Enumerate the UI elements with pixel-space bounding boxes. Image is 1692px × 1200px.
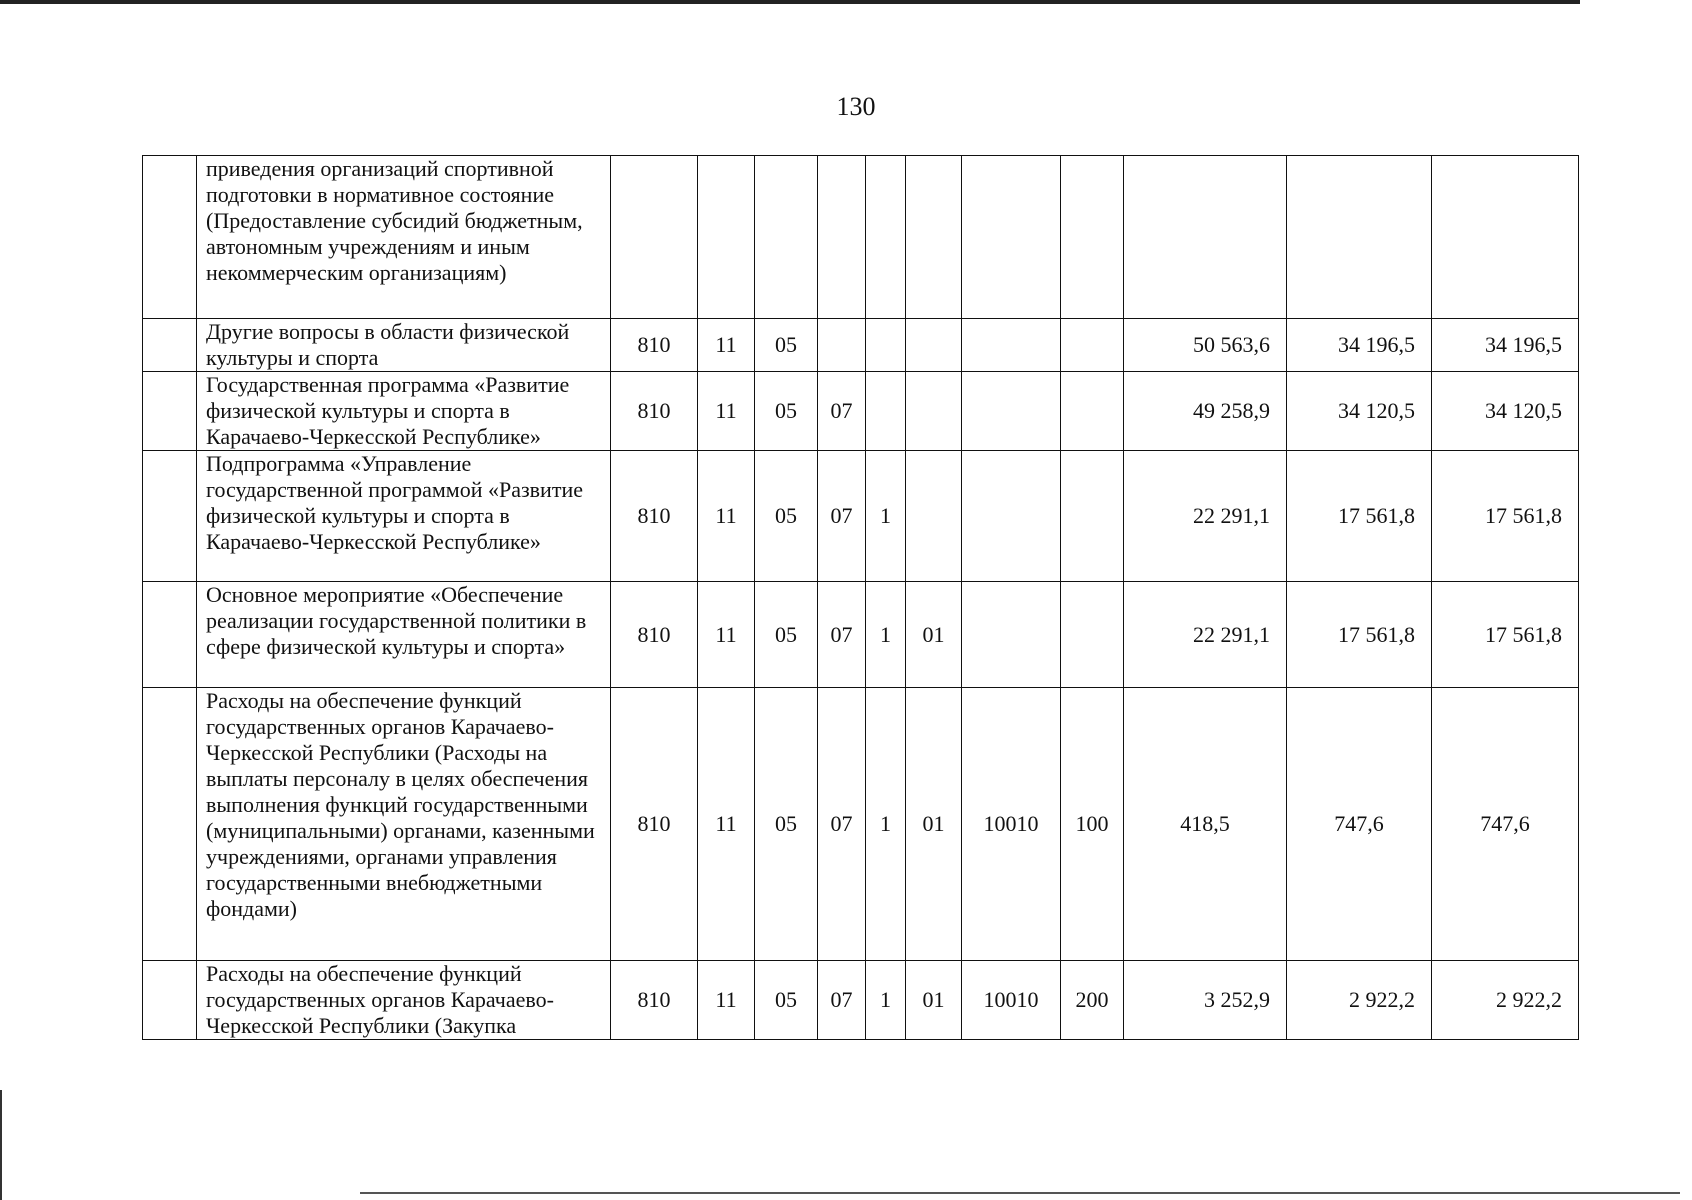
amount-1-cell: 50 563,6 [1124, 319, 1287, 372]
bottom-scan-border [360, 1192, 1680, 1194]
amount-3-cell: 17 561,8 [1432, 451, 1579, 582]
budget-table [142, 155, 1579, 1040]
amount-1-cell: 418,5 [1124, 688, 1287, 961]
row-name-cell: Расходы на обеспечение функций государственных органов Карачаево-Черкесской Республики (Расходы на выплаты персоналу в целях обеспечения выполнения функций государственными (муниципальными) органами, казенными учреждениями, органами управления государственными внебюджетными фондами) [197, 688, 611, 961]
expense-type-code-cell [1061, 319, 1124, 372]
section-code-cell: 11 [698, 688, 755, 961]
direction-code-cell [962, 319, 1061, 372]
section-code-cell: 11 [698, 451, 755, 582]
expense-type-code-cell: 200 [1061, 961, 1124, 1040]
section-code-cell [698, 156, 755, 319]
amount-2-cell: 747,6 [1287, 688, 1432, 961]
expense-type-code-cell [1061, 451, 1124, 582]
ministry-code-cell: 810 [611, 451, 698, 582]
expense-type-code-cell [1061, 582, 1124, 688]
table-row [143, 319, 1579, 372]
row-number-cell [143, 156, 197, 319]
row-number-cell [143, 319, 197, 372]
program-code-cell: 07 [818, 451, 866, 582]
subprogram-code-cell [866, 372, 906, 451]
direction-code-cell [962, 451, 1061, 582]
ministry-code-cell [611, 156, 698, 319]
subprogram-code-cell [866, 156, 906, 319]
table-row [143, 156, 1579, 319]
section-code-cell: 11 [698, 582, 755, 688]
subprogram-code-cell: 1 [866, 451, 906, 582]
event-code-cell [906, 156, 962, 319]
event-code-cell: 01 [906, 688, 962, 961]
section-code-cell: 11 [698, 961, 755, 1040]
top-scan-border [0, 0, 1580, 4]
table-row [143, 688, 1579, 961]
ministry-code-cell: 810 [611, 688, 698, 961]
program-code-cell: 07 [818, 372, 866, 451]
table-row [143, 961, 1579, 1040]
subsection-code-cell: 05 [755, 319, 818, 372]
row-name-cell: Подпрограмма «Управление государственной программой «Развитие физической культуры и спорта в Карачаево-Черкесской Республике» [197, 451, 611, 582]
amount-2-cell: 2 922,2 [1287, 961, 1432, 1040]
event-code-cell [906, 372, 962, 451]
section-code-cell: 11 [698, 319, 755, 372]
row-name-cell: Другие вопросы в области физической культуры и спорта [197, 319, 611, 372]
section-code-cell: 11 [698, 372, 755, 451]
subsection-code-cell [755, 156, 818, 319]
expense-type-code-cell: 100 [1061, 688, 1124, 961]
direction-code-cell [962, 156, 1061, 319]
ministry-code-cell: 810 [611, 372, 698, 451]
row-name-cell: Основное мероприятие «Обеспечение реализации государственной политики в сфере физической культуры и спорта» [197, 582, 611, 688]
amount-1-cell: 49 258,9 [1124, 372, 1287, 451]
event-code-cell: 01 [906, 961, 962, 1040]
amount-1-cell: 3 252,9 [1124, 961, 1287, 1040]
direction-code-cell: 10010 [962, 961, 1061, 1040]
expense-type-code-cell [1061, 156, 1124, 319]
amount-1-cell: 22 291,1 [1124, 582, 1287, 688]
table-row [143, 451, 1579, 582]
subsection-code-cell: 05 [755, 582, 818, 688]
subprogram-code-cell: 1 [866, 688, 906, 961]
amount-1-cell: 22 291,1 [1124, 451, 1287, 582]
ministry-code-cell: 810 [611, 961, 698, 1040]
event-code-cell: 01 [906, 582, 962, 688]
direction-code-cell [962, 582, 1061, 688]
amount-3-cell: 34 196,5 [1432, 319, 1579, 372]
page-number: 130 [836, 92, 876, 121]
subprogram-code-cell: 1 [866, 961, 906, 1040]
table-row [143, 582, 1579, 688]
row-number-cell [143, 451, 197, 582]
ministry-code-cell: 810 [611, 319, 698, 372]
row-number-cell [143, 582, 197, 688]
subsection-code-cell: 05 [755, 961, 818, 1040]
amount-2-cell: 34 120,5 [1287, 372, 1432, 451]
row-name-cell: приведения организаций спортивной подготовки в нормативное состояние (Предоставление субсидий бюджетным, автономным учреждениям и иным некоммерческим организациям) [197, 156, 611, 319]
left-scan-border [0, 1090, 2, 1200]
row-number-cell [143, 961, 197, 1040]
amount-1-cell [1124, 156, 1287, 319]
amount-3-cell: 34 120,5 [1432, 372, 1579, 451]
amount-2-cell: 17 561,8 [1287, 451, 1432, 582]
program-code-cell [818, 156, 866, 319]
row-name-cell: Расходы на обеспечение функций государственных органов Карачаево-Черкесской Республики (Закупка [197, 961, 611, 1040]
event-code-cell [906, 319, 962, 372]
amount-2-cell [1287, 156, 1432, 319]
direction-code-cell [962, 372, 1061, 451]
subsection-code-cell: 05 [755, 688, 818, 961]
event-code-cell [906, 451, 962, 582]
table-row [143, 372, 1579, 451]
ministry-code-cell: 810 [611, 582, 698, 688]
subprogram-code-cell [866, 319, 906, 372]
subsection-code-cell: 05 [755, 372, 818, 451]
amount-3-cell: 17 561,8 [1432, 582, 1579, 688]
row-number-cell [143, 372, 197, 451]
amount-3-cell: 2 922,2 [1432, 961, 1579, 1040]
program-code-cell: 07 [818, 582, 866, 688]
amount-3-cell [1432, 156, 1579, 319]
amount-2-cell: 34 196,5 [1287, 319, 1432, 372]
program-code-cell [818, 319, 866, 372]
amount-2-cell: 17 561,8 [1287, 582, 1432, 688]
direction-code-cell: 10010 [962, 688, 1061, 961]
subprogram-code-cell: 1 [866, 582, 906, 688]
program-code-cell: 07 [818, 961, 866, 1040]
subsection-code-cell: 05 [755, 451, 818, 582]
program-code-cell: 07 [818, 688, 866, 961]
amount-3-cell: 747,6 [1432, 688, 1579, 961]
expense-type-code-cell [1061, 372, 1124, 451]
row-number-cell [143, 688, 197, 961]
row-name-cell: Государственная программа «Развитие физической культуры и спорта в Карачаево-Черкесской Республике» [197, 372, 611, 451]
